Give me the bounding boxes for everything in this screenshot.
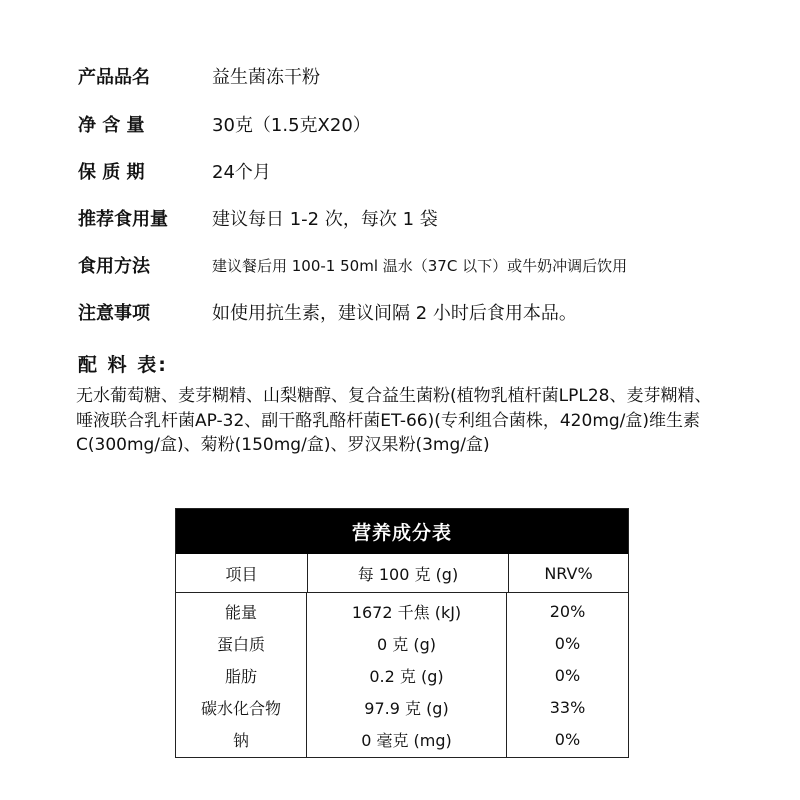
info-row-shelf-life bbox=[78, 156, 271, 186]
header-item: 项目 bbox=[176, 554, 308, 592]
nutrient-amount-column bbox=[307, 593, 507, 757]
nutrient-name: 能量 bbox=[224, 602, 257, 622]
info-label: 注意事项 bbox=[78, 303, 150, 324]
info-value: 30克（1.5克X20） bbox=[212, 115, 371, 136]
info-value: 建议餐后用 100-1 50ml 温水（37C 以下）或牛奶冲调后饮用 bbox=[212, 256, 628, 275]
nutrient-amount: 1672 千焦 (kJ) bbox=[351, 602, 462, 622]
nutrient-amount: 0 克 (g) bbox=[377, 634, 436, 654]
info-value: 建议每日 1-2 次，每次 1 袋 bbox=[212, 209, 438, 230]
nutrient-nrv: 20% bbox=[549, 601, 586, 621]
nutrition-title: 营养成分表 bbox=[176, 509, 628, 554]
info-value: 如使用抗生素，建议间隔 2 小时后食用本品。 bbox=[212, 303, 577, 324]
ingredients-title: 配 料 表: bbox=[78, 354, 168, 376]
nutrient-name-column bbox=[176, 593, 307, 757]
info-label: 推荐食用量 bbox=[78, 209, 168, 230]
nutrient-amount: 97.9 克 (g) bbox=[364, 698, 449, 718]
info-row-net-content bbox=[78, 109, 371, 139]
nutrient-nrv: 0% bbox=[554, 729, 581, 749]
header-nrv: NRV% bbox=[544, 563, 593, 583]
info-label: 净 含 量 bbox=[78, 115, 145, 136]
info-row-usage bbox=[78, 250, 627, 280]
nutrient-name: 碳水化合物 bbox=[200, 698, 281, 718]
nutrient-name: 钠 bbox=[232, 730, 249, 750]
nutrient-nrv: 0% bbox=[554, 665, 581, 685]
info-row-dosage bbox=[78, 203, 438, 233]
nutrition-body bbox=[176, 593, 628, 757]
info-value: 24个月 bbox=[212, 162, 271, 183]
nutrient-nrv: 33% bbox=[549, 697, 586, 717]
info-row-name bbox=[78, 61, 320, 91]
ingredients-text: 无水葡萄糖、麦芽糊精、山梨糖醇、复合益生菌粉(植物乳植杆菌LPL28、麦芽糊精、唾液联合乳杆菌AP-32、副干酪乳酪杆菌ET-66)(专利组合菌株，420mg/盒)维生素C(300mg/盒)、菊粉(150mg/盒)、罗汉果粉(3mg/盒) bbox=[76, 386, 712, 455]
info-label: 保 质 期 bbox=[78, 162, 145, 183]
nutrient-name: 脂肪 bbox=[224, 666, 257, 686]
info-value: 益生菌冻干粉 bbox=[212, 67, 320, 88]
nutrient-name: 蛋白质 bbox=[216, 634, 265, 654]
nutrient-nrv-column bbox=[507, 593, 628, 757]
nutrition-header-row bbox=[176, 554, 628, 593]
info-row-notes bbox=[78, 297, 577, 327]
nutrient-amount: 0.2 克 (g) bbox=[369, 666, 444, 686]
nutrition-table bbox=[175, 508, 629, 758]
nutrient-nrv: 0% bbox=[554, 633, 581, 653]
info-label: 产品品名 bbox=[78, 67, 150, 88]
nutrient-amount: 0 毫克 (mg) bbox=[361, 730, 452, 750]
info-label: 食用方法 bbox=[78, 256, 150, 277]
header-per-100g: 每 100 克 (g) bbox=[308, 554, 509, 592]
